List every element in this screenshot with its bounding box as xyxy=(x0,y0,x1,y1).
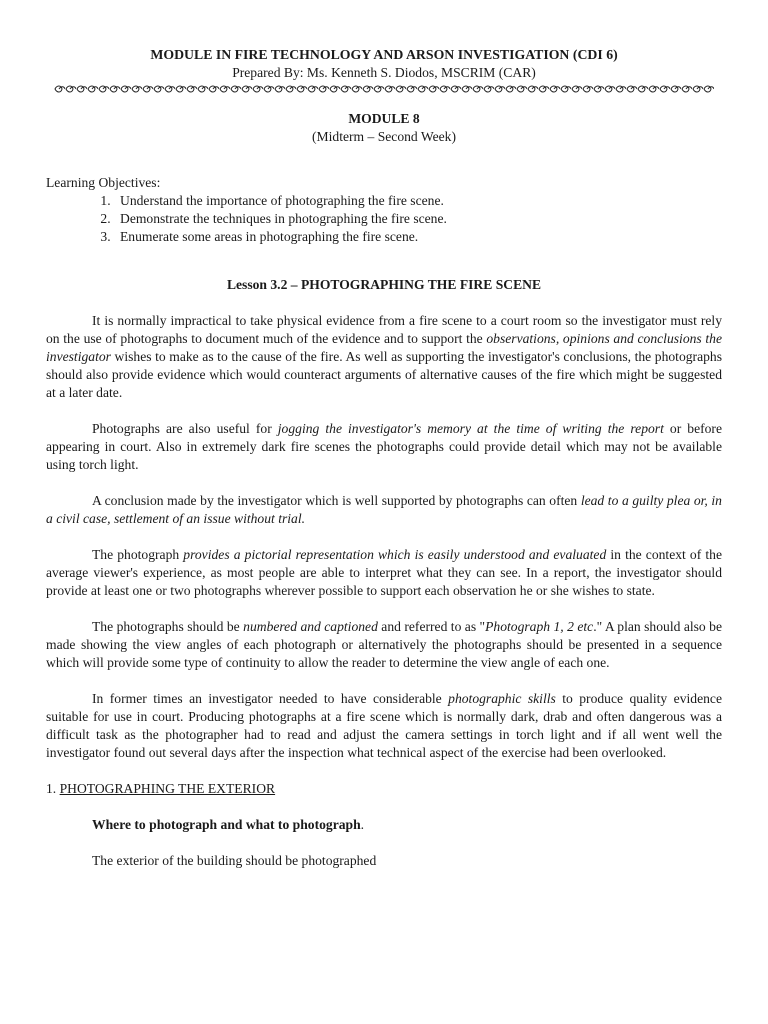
emphasis: provides a pictorial representation which is easily understood and evaluated xyxy=(183,547,607,562)
subheading: Where to photograph and what to photograph. xyxy=(92,817,365,832)
prepared-by: Prepared By: Ms. Kenneth S. Diodos, MSCRIM (CAR) xyxy=(232,65,536,80)
objectives-label: Learning Objectives: xyxy=(46,175,161,190)
section-title: PHOTOGRAPHING THE EXTERIOR xyxy=(59,781,276,796)
paragraph-4: The photograph provides a pictorial representation which is easily understood and evaluated in the context of the average viewer's experience, as most people are able to interpret what they can see. In a report, the investigator should provide at least one or two photographs wherever possible to support each observation he or she wishes to state. xyxy=(46,547,722,598)
list-item: 1. Understand the importance of photographing the fire scene. xyxy=(114,192,722,210)
emphasis: Photograph 1, 2 etc xyxy=(485,619,594,634)
document-title: MODULE IN FIRE TECHNOLOGY AND ARSON INVESTIGATION (CDI 6) xyxy=(150,47,618,62)
module-subtitle: (Midterm – Second Week) xyxy=(312,129,456,144)
emphasis: observations, opinions and conclusions the investigator xyxy=(46,331,722,364)
list-item: 3. Enumerate some areas in photographing the fire scene. xyxy=(114,228,722,246)
emphasis: lead to a guilty plea or, in a civil case, settlement of an issue without trial. xyxy=(46,493,722,526)
paragraph-3: A conclusion made by the investigator which is well supported by photographs can often lead to a guilty plea or, in a civil case, settlement of an issue without trial. xyxy=(46,493,722,526)
paragraph-5: The photographs should be numbered and captioned and referred to as "Photograph 1, 2 etc." A plan should also be made showing the view angles of each photograph or alternatively the photographs should be presented in a sequence which will provide some type of continuity to allow the reader to determine the view angle of each one. xyxy=(46,619,722,670)
emphasis: numbered and captioned xyxy=(243,619,378,634)
paragraph-1: It is normally impractical to take physical evidence from a fire scene to a court room so the investigator must rely on the use of photographs to document much of the evidence and to support the observations, opinions and conclusions the investigator wishes to make as to the cause of the fire. As well as supporting the investigator's conclusions, the photographs should also provide evidence which would counteract arguments of alternative causes of the fire which might be suggested at a later date. xyxy=(46,313,722,400)
paragraph-6: In former times an investigator needed to have considerable photographic skills to produce quality evidence suitable for use in court. Producing photographs at a fire scene which is normally dark, drab and often dangerous was a difficult task as the photographer had to read and adjust the camera settings in torch light and if all went well the investigator found out several days after the inspection what technical aspect of the exercise had been overlooked. xyxy=(46,691,722,760)
emphasis: photographic skills xyxy=(448,691,556,706)
paragraph-2: Photographs are also useful for jogging the investigator's memory at the time of writing the report or before appearing in court. Also in extremely dark fire scenes the photographs could provide detail which may not be available using torch light. xyxy=(46,421,722,472)
section-text: The exterior of the building should be photographed xyxy=(92,853,377,868)
lesson-title: Lesson 3.2 – PHOTOGRAPHING THE FIRE SCENE xyxy=(226,277,542,292)
decorative-divider xyxy=(54,84,714,94)
module-title: MODULE 8 xyxy=(348,111,420,126)
emphasis: jogging the investigator's memory at the time of writing the report xyxy=(277,421,664,436)
section-heading: 1. PHOTOGRAPHING THE EXTERIOR xyxy=(46,781,276,796)
list-item: 2. Demonstrate the techniques in photographing the fire scene. xyxy=(114,210,722,228)
objectives-list xyxy=(46,192,722,246)
